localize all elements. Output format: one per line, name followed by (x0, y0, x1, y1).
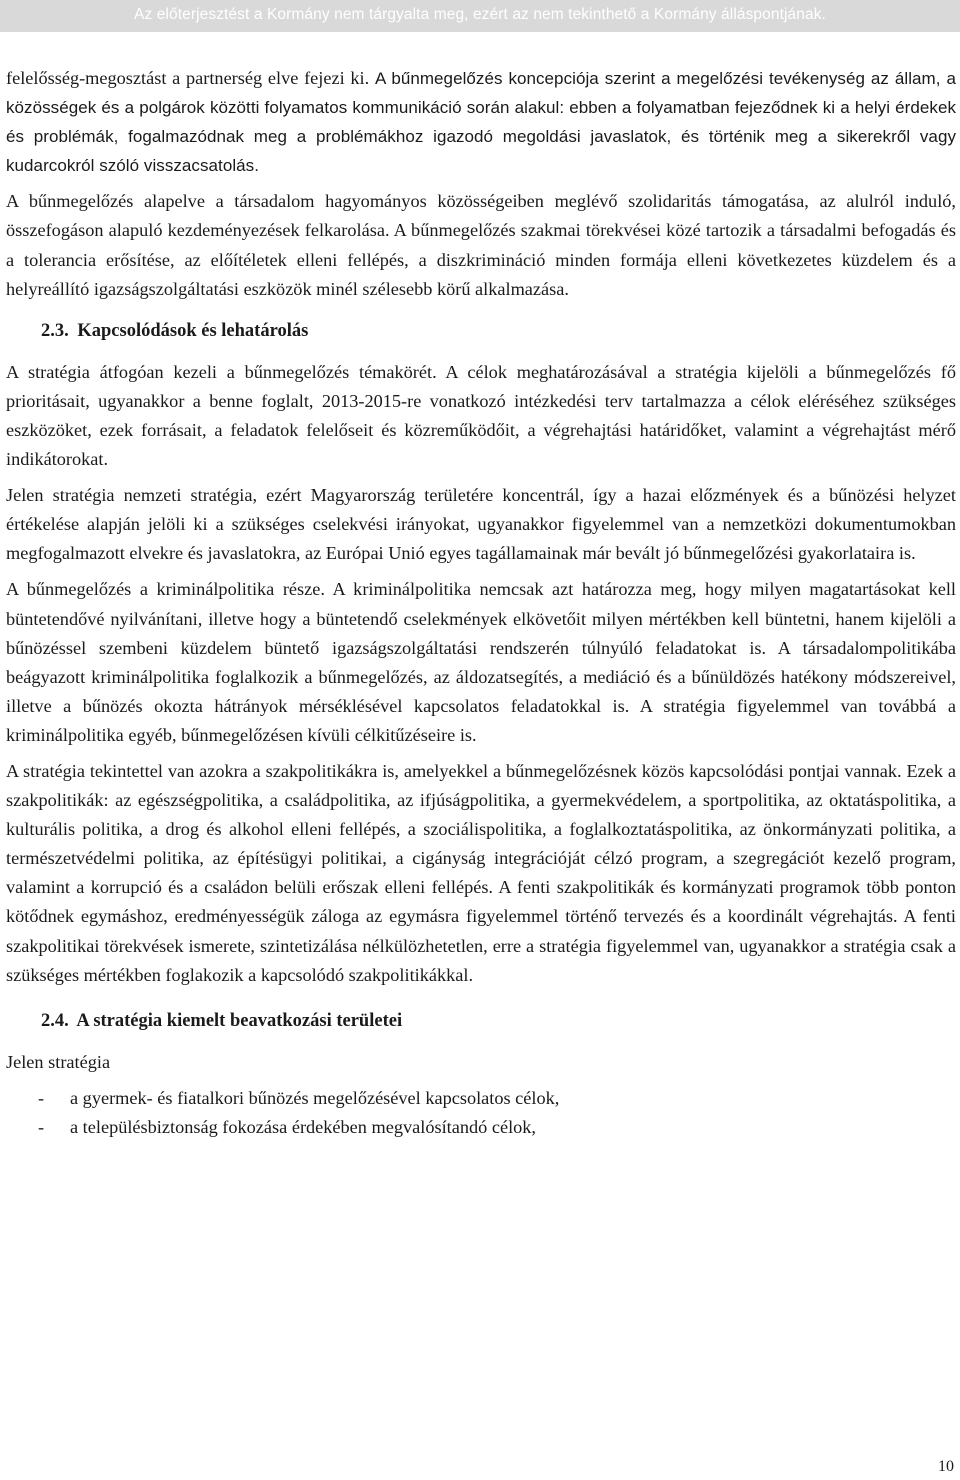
section-number: 2.4. (41, 1010, 69, 1031)
paragraph-2: A bűnmegelőzés alapelve a társadalom hagyományos közösségeiben meglévő szolidaritás támogatása, az alulról induló, összefogáson alapuló kezdeményezések felkarolása. A bűnmegelőzés szakmai törekvései közé tartozik a társadalmi befogadás és a tolerancia erősítése, az előítéletek elleni fellépés, a diszkrimináció minden formája elleni következetes küzdelem és a helyreállító igazságszolgáltatási eszközök minél szélesebb körű alkalmazása. (6, 191, 956, 299)
paragraph-5: A bűnmegelőzés a kriminálpolitika része. A kriminálpolitika nemcsak azt határozza meg, hogy milyen magatartásokat kell büntetendővé nyilvánítani, illetve hogy a büntetendő cselekmények elkövetőit milyen mértékben kell büntetni, hanem kijelöli a bűnözéssel szembeni küzdelem büntető igazságszolgáltatási rendszerén túlnyúló feladatokat is. A társadalompolitikába beágyazott kriminálpolitika foglalkozik a bűnmegelőzés, az áldozatsegítés, a mediáció és a bűnüldözés hatékony módszereivel, illetve a bűnözés okozta hátrányok mérséklésével kapcsolatos feladatokkal is. A stratégia figyelemmel van továbbá a kriminálpolitika egyéb, bűnmegelőzésen kívüli célkitűzéseire is. (6, 579, 956, 745)
header-notice: Az előterjesztést a Kormány nem tárgyalta meg, ezért az nem tekinthető a Kormány álláspontjának. (134, 6, 826, 23)
paragraph-7: Jelen stratégia (6, 1051, 111, 1072)
section-title: A stratégia kiemelt beavatkozási területei (76, 1010, 403, 1031)
confidentiality-header (0, 0, 960, 32)
list-item (6, 1113, 956, 1142)
document-body (6, 64, 956, 1142)
list-bullet: - (38, 1116, 45, 1137)
paragraph-6: A stratégia tekintettel van azokra a szakpolitikákra is, amelyekkel a bűnmegelőzésnek közös kapcsolódási pontjai vannak. Ezek a szakpolitikák: az egészségpolitika, a családpolitika, az ifjúságpolitika, a gyermekvédelem, a sportpolitika, az oktatáspolitika, a kulturális politika, a drog és alkohol elleni fellépés, a szociálispolitika, a foglalkoztatáspolitika, az önkormányzati politika, a természetvédelmi politika, az építésügyi politikai, a cigányság integrációját célzó program, a szegregációt kezelő program, valamint a korrupció és a családon belüli erőszak elleni fellépés. A fenti szakpolitikák és kormányzati programok több ponton kötődnek egymáshoz, eredményességük záloga az egymásra figyelemmel történő tervezés és a koordinált végrehajtás. A fenti szakpolitikai törekvések ismerete, szintetizálása nélkülözhetetlen, erre a stratégia figyelemmel van, ugyanakkor a stratégia csak a szükséges mértékben foglakozik a kapcsolódó szakpolitikákkal. (6, 760, 956, 985)
target-list (6, 1084, 956, 1142)
list-item-text: a településbiztonság fokozása érdekében megvalósítandó célok, (70, 1116, 536, 1137)
list-item-text: a gyermek- és fiatalkori bűnözés megelőzésével kapcsolatos célok, (70, 1087, 560, 1108)
paragraph-3: A stratégia átfogóan kezeli a bűnmegelőzés témakörét. A célok meghatározásával a stratégia kijelöli a bűnmegelőzés fő prioritásait, ugyanakkor a benne foglalt, 2013-2015-re vonatkozó intézkedési terv tartalmazza a célok eléréséhez szükséges eszközöket, ezek forrásait, a feladatok felelőseit és közreműködőit, a végrehajtási határidőket, valamint a végrehajtást mérő indikátorokat. (6, 361, 956, 470)
list-bullet: - (38, 1087, 45, 1108)
paragraph-4: Jelen stratégia nemzeti stratégia, ezért Magyarország területére koncentrál, így a hazai előzmények és a bűnözési helyzet értékelése alapján jelöli ki a szükséges cselekvési irányokat, ugyanakkor figyelemmel van a nemzetközi dokumentumokban megfogalmazott elvekre és javaslatokra, az Európai Unió egyes tagállamainak már bevált jó bűnmegelőzési gyakorlataira is. (6, 485, 956, 564)
paragraph-1-rest: A bűnmegelőzés koncepciója szerint a megelőzési tevékenység az állam, a közösségek és a polgárok közötti folyamatos kommunikáció során alakul: ebben a folyamatban fejeződnek ki a helyi érdekek és problémák, fogalmazódnak meg a problémákhoz igazodó megoldási javaslatok, és történik meg a sikerekről vagy kudarcokról szóló visszacsatolás. (6, 69, 956, 176)
section-number: 2.3. (41, 320, 69, 341)
section-heading-2-4 (41, 1008, 956, 1034)
section-heading-2-3 (41, 318, 956, 344)
list-item (6, 1084, 956, 1113)
page-number: 10 (938, 1458, 954, 1475)
paragraph-1 (6, 64, 956, 180)
paragraph-1-start: felelősség-megosztást a partnerség elve fejezi ki. (6, 68, 375, 88)
section-title: Kapcsolódások és lehatárolás (77, 320, 309, 341)
